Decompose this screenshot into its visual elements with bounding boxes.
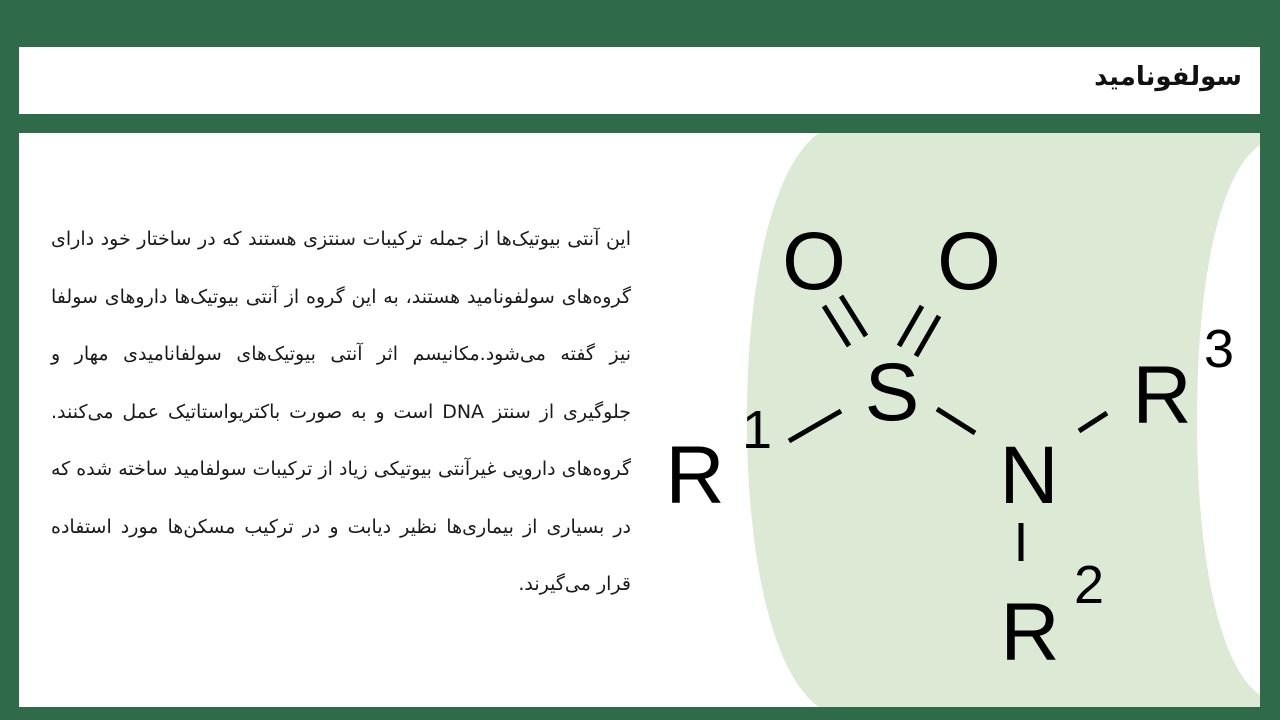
group-r1: R — [665, 430, 725, 521]
group-r3: R — [1132, 350, 1192, 441]
atom-oxygen-right: O — [937, 216, 1001, 307]
article-paragraph: این آنتی بیوتیک‌ها از جمله ترکیبات سنتزی هستند که در ساختار خود دارای گروه‌های سولفونامید هستند، به این گروه از آنتی بیوتیک‌ها داروهای سولفا نیز گفته می‌شود.مکانیسم اثر آنتی بیوتیک‌های سولفانامیدی مهار و جلوگیری از سنتز DNA است و به صورت باکتریواستاتیک عمل می‌کنند. گروه‌های دارویی غیرآنتی بیوتیکی زیاد از ترکیبات سولفامید ساخته شده که در بسیاری از بیماری‌ها نظیر دیابت و در ترکیب مسکن‌ها مورد استفاده قرار می‌گیرند. — [51, 228, 632, 595]
group-r1-superscript: 1 — [741, 400, 773, 460]
content-panel — [19, 133, 1260, 707]
atom-sulfur: S — [864, 347, 920, 438]
group-r2: R — [1000, 587, 1060, 678]
group-r3-superscript: 3 — [1203, 319, 1235, 379]
header-bar — [19, 47, 1260, 114]
atom-nitrogen: N — [999, 430, 1059, 521]
atom-oxygen-left: O — [782, 216, 846, 307]
page-title: سولفونامید — [1094, 62, 1242, 92]
group-r2-superscript: 2 — [1073, 555, 1105, 615]
